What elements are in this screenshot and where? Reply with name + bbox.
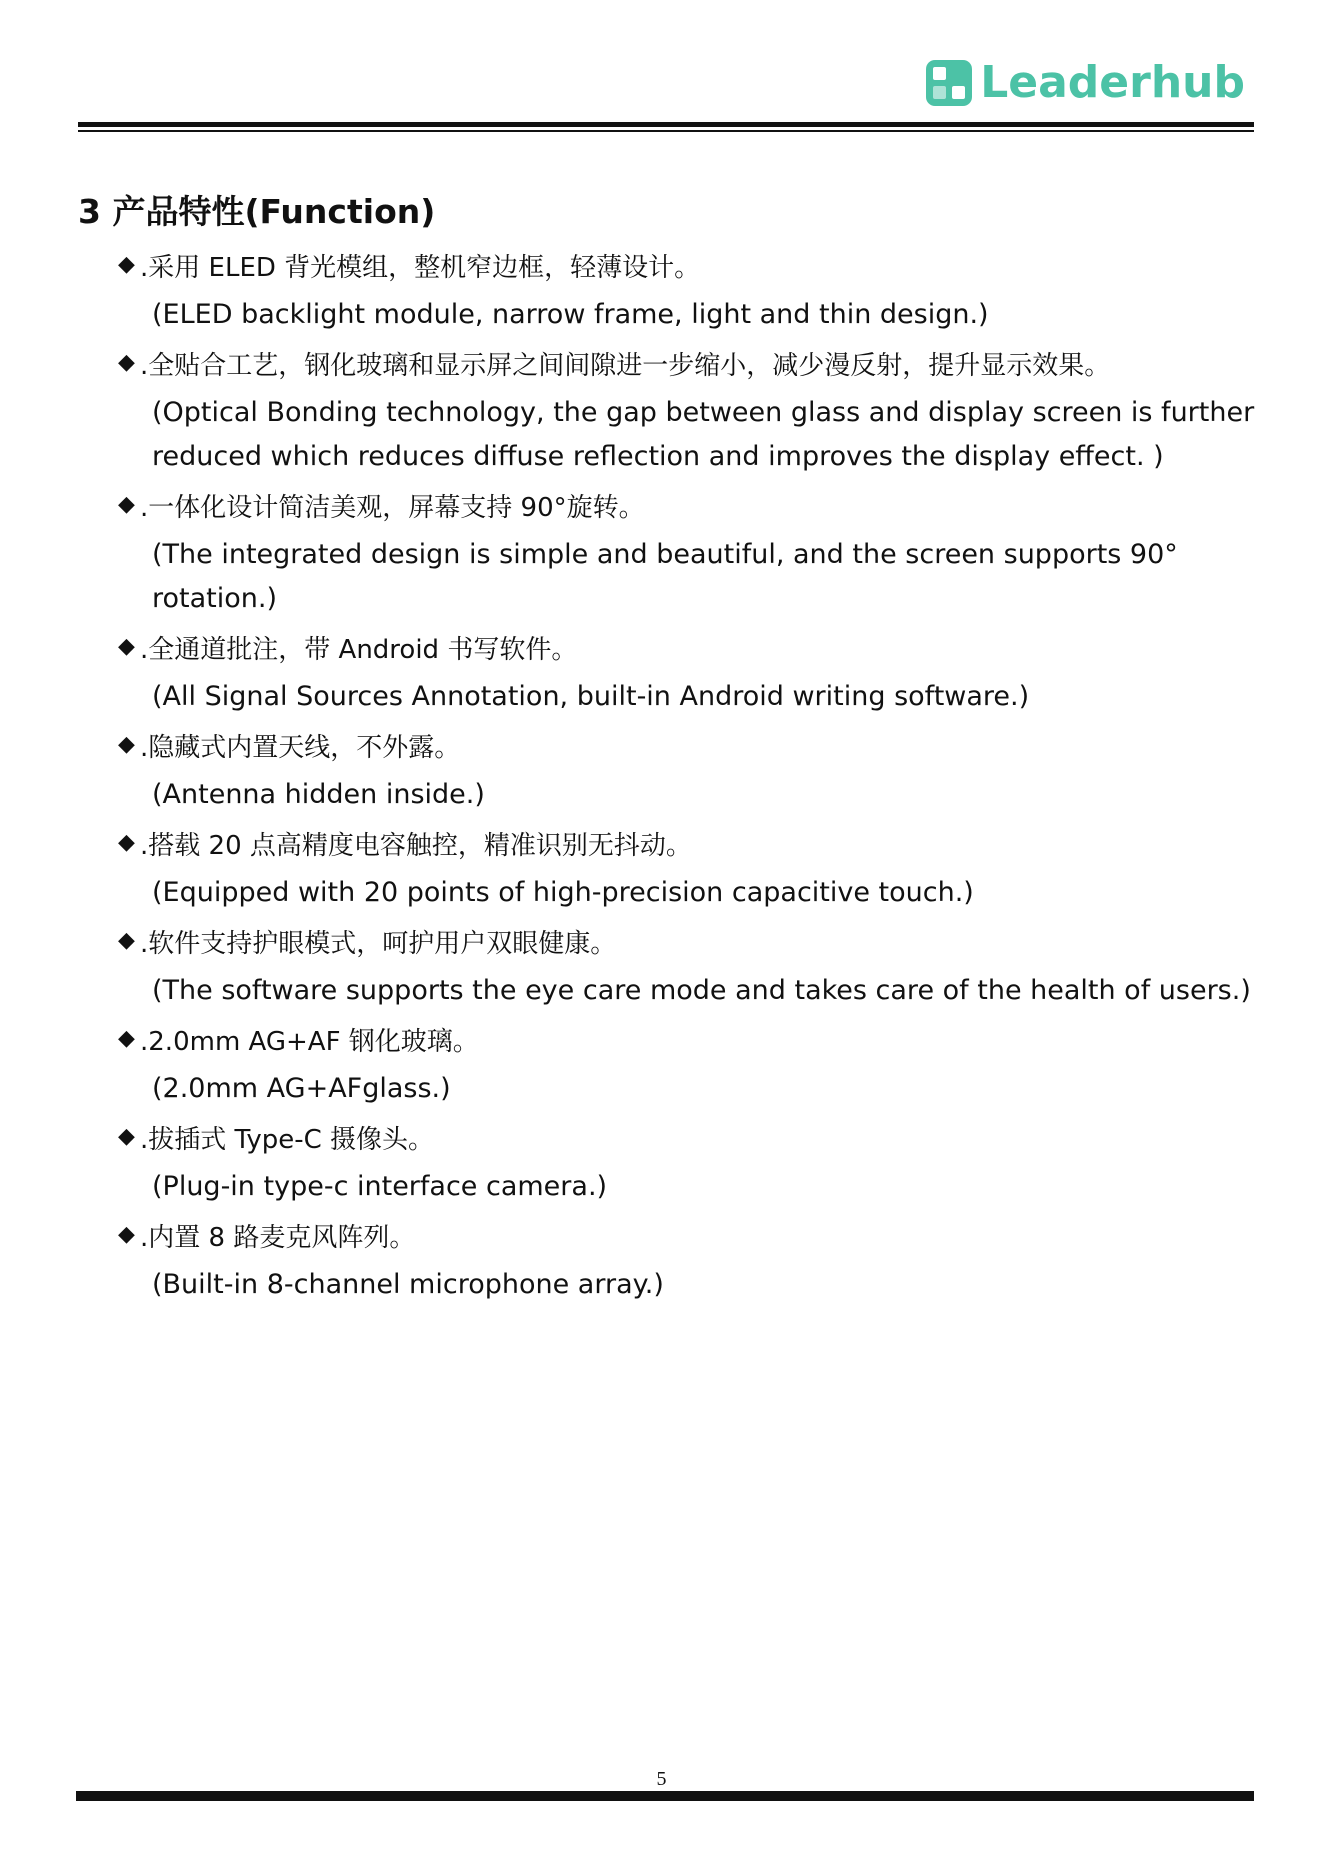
feature-en-text: (2.0mm AG+AFglass.) xyxy=(152,1073,451,1104)
feature-item xyxy=(118,818,1258,916)
feature-item xyxy=(118,1014,1258,1112)
feature-zh-text: .搭载 20 点高精度电容触控，精准识别无抖动。 xyxy=(140,830,692,861)
feature-zh-text: .内置 8 路麦克风阵列。 xyxy=(140,1222,416,1253)
diamond-bullet-icon: ◆ xyxy=(118,350,135,375)
diamond-bullet-icon: ◆ xyxy=(118,732,135,757)
header-logo xyxy=(926,57,1245,108)
feature-item xyxy=(118,480,1258,622)
feature-en-text: (Optical Bonding technology, the gap between glass and display screen is further reduced which reduces diffuse reflection and improves the display effect. ) xyxy=(152,397,1255,472)
feature-zh-line xyxy=(118,720,1258,770)
diamond-bullet-icon: ◆ xyxy=(118,1222,135,1247)
feature-en-text: (Equipped with 20 points of high-precision capacitive touch.) xyxy=(152,877,974,908)
brand-name: Leaderhub xyxy=(980,57,1245,108)
feature-item xyxy=(118,1112,1258,1210)
feature-item xyxy=(118,916,1258,1014)
diamond-bullet-icon: ◆ xyxy=(118,830,135,855)
feature-zh-line xyxy=(118,1210,1258,1260)
feature-zh-text: .拔插式 Type-C 摄像头。 xyxy=(140,1124,435,1155)
header-divider-thick xyxy=(78,122,1254,127)
feature-list xyxy=(118,240,1258,1308)
diamond-bullet-icon: ◆ xyxy=(118,1026,135,1051)
feature-zh-line xyxy=(118,1112,1258,1162)
feature-zh-line xyxy=(118,1014,1258,1064)
feature-en-text: (Antenna hidden inside.) xyxy=(152,779,485,810)
diamond-bullet-icon: ◆ xyxy=(118,492,135,517)
feature-item xyxy=(118,240,1258,338)
feature-item xyxy=(118,338,1258,480)
footer-divider xyxy=(76,1791,1254,1801)
feature-en-text: (All Signal Sources Annotation, built-in Android writing software.) xyxy=(152,681,1030,712)
feature-zh-line xyxy=(118,480,1258,530)
feature-zh-text: .2.0mm AG+AF 钢化玻璃。 xyxy=(140,1026,479,1057)
feature-zh-line xyxy=(118,818,1258,868)
feature-item xyxy=(118,1210,1258,1308)
diamond-bullet-icon: ◆ xyxy=(118,1124,135,1149)
page-number: 5 xyxy=(656,1768,667,1790)
feature-en-text: (The integrated design is simple and beautiful, and the screen supports 90° rotation.) xyxy=(152,539,1178,614)
feature-zh-text: .采用 ELED 背光模组，整机窄边框，轻薄设计。 xyxy=(140,252,701,283)
diamond-bullet-icon: ◆ xyxy=(118,252,135,277)
feature-zh-text: .一体化设计简洁美观，屏幕支持 90°旋转。 xyxy=(140,492,645,523)
feature-en-text: (The software supports the eye care mode and takes care of the health of users.) xyxy=(152,975,1251,1006)
leaderhub-logo-icon xyxy=(926,60,972,106)
feature-zh-line xyxy=(118,622,1258,672)
feature-zh-text: .软件支持护眼模式，呵护用户双眼健康。 xyxy=(140,928,617,959)
diamond-bullet-icon: ◆ xyxy=(118,928,135,953)
feature-item xyxy=(118,720,1258,818)
feature-zh-line xyxy=(118,916,1258,966)
header-divider-thin xyxy=(78,130,1254,132)
feature-zh-text: .全贴合工艺，钢化玻璃和显示屏之间间隙进一步缩小，减少漫反射，提升显示效果。 xyxy=(140,350,1111,381)
diamond-bullet-icon: ◆ xyxy=(118,634,135,659)
feature-zh-text: .隐藏式内置天线，不外露。 xyxy=(140,732,461,763)
feature-en-text: (Built-in 8-channel microphone array.) xyxy=(152,1269,664,1300)
feature-zh-line xyxy=(118,240,1258,290)
feature-en-text: (Plug-in type-c interface camera.) xyxy=(152,1171,608,1202)
feature-en-text: (ELED backlight module, narrow frame, light and thin design.) xyxy=(152,299,989,330)
feature-item xyxy=(118,622,1258,720)
feature-zh-line xyxy=(118,338,1258,388)
feature-zh-text: .全通道批注，带 Android 书写软件。 xyxy=(140,634,578,665)
section-title: 3 产品特性(Function) xyxy=(78,192,436,231)
